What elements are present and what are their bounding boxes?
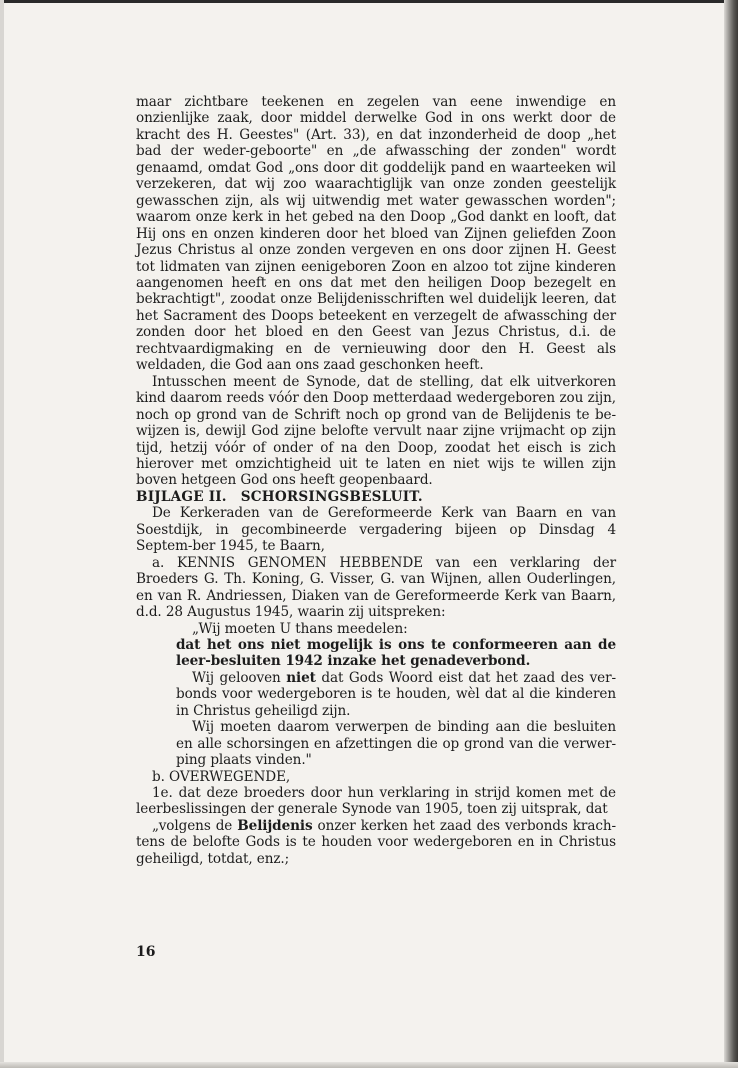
synod-paragraph: Intusschen meent de Synode, dat de stelling, dat elk uitverkoren kind daarom reeds vóór den Doop metterdaad wedergeboren zou zijn, noch op grond van de Schrift noch op grond van de Belijdenis te be-wijzen is, dewijl God zijne belofte vervult naar zijne vrijmacht op zijn tijd, hetzij vóór of onder of na den Doop, zoodat het eisch is zich hierover met omzichtigheid uit te laten en niet wijs te willen zijn boven hetgeen God ons heeft geopenbaard. (136, 373, 616, 489)
page-body (136, 94, 616, 867)
quote-paragraph-2: Wij gelooven niet dat Gods Woord eist dat het zaad des ver-bonds voor wedergeboren is te houden, wèl dat al die kinderen in Christus geheiligd zijn. (176, 669, 616, 719)
page-top-edge (0, 0, 738, 3)
section-heading (136, 489, 616, 505)
page-binding-shadow (724, 0, 738, 1068)
section-label: BIJLAGE II. (136, 488, 227, 505)
section-title: SCHORSINGSBESLUIT. (240, 488, 423, 505)
page-left-edge (0, 0, 4, 1068)
citation-paragraph: „volgens de Belijdenis onzer kerken het zaad des verbonds krach-tens de belofte Gods is te houden voor wedergeboren en in Christus geheiligd, totdat, enz.; (136, 817, 616, 867)
continuation-paragraph: maar zichtbare teekenen en zegelen van eene inwendige en onzienlijke zaak, door middel derwelke God in ons werkt door de kracht des H. Geestes" (Art. 33), en dat inzonderheid de doop „het bad der weder-geboorte" en „de afwassching der zonden" wordt genaamd, omdat God „ons door dit goddelijk pand en waarteeken wil verzekeren, dat wij zoo waarachtiglijk van onze zonden geestelijk gewasschen zijn, als wij uitwendig met water gewasschen worden"; waarom onze kerk in het gebed na den Doop „God dankt en looft, dat Hij ons en onzen kinderen door het bloed van Zijnen geliefden Zoon Jezus Christus al onze zonden vergeven en ons door zijnen H. Geest tot lidmaten van zijnen eenigeboren Zoon en alzoo tot zijne kinderen aangenomen heeft en ons dat met den heiligen Doop bezegelt en bekrachtigt", zoodat onze Belijdenisschriften wel duidelijk leeren, dat het Sacrament des Doops beteekent en verzegelt de afwassching der zonden door het bloed en den Geest van Jezus Christus, d.i. de rechtvaardigmaking en de vernieuwing door den H. Geest als weldaden, die God aan ons zaad geschonken heeft. (136, 94, 616, 374)
quote-block (136, 637, 616, 769)
quote-paragraph-3: Wij moeten daarom verwerpen de binding aan die besluiten en alle schorsingen en afzettingen die op grond van die verwer-ping plaats vinden." (176, 719, 616, 769)
point-1e-paragraph: 1e. dat deze broeders door hun verklaring in strijd komen met de leerbeslissingen der generale Synode van 1905, toen zij uitsprak, dat (136, 785, 616, 818)
page-number: 16 (136, 944, 156, 960)
quote-bold-statement: dat het ons niet mogelijk is ons te conformeeren aan de leer-besluiten 1942 inzake het genadeverbond. (176, 636, 616, 670)
quote-opening: „Wij moeten U thans meedelen: (192, 620, 408, 637)
intro-paragraph: De Kerkeraden van de Gereformeerde Kerk van Baarn en van Soestdijk, in gecombineerde vergadering bijeen op Dinsdag 4 Septem-ber 1945, te Baarn, (136, 505, 616, 555)
point-a-paragraph: a. KENNIS GENOMEN HEBBENDE van een verklaring der Broeders G. Th. Koning, G. Visser, G. van Wijnen, allen Ouderlingen, en van R. Andriessen, Diaken van de Gereformeerde Kerk van Baarn, d.d. 28 Augustus 1945, waarin zij uitspreken: (136, 554, 616, 621)
page-bottom-edge (0, 1062, 738, 1068)
point-b-paragraph: b. OVERWEGENDE, (152, 768, 291, 785)
